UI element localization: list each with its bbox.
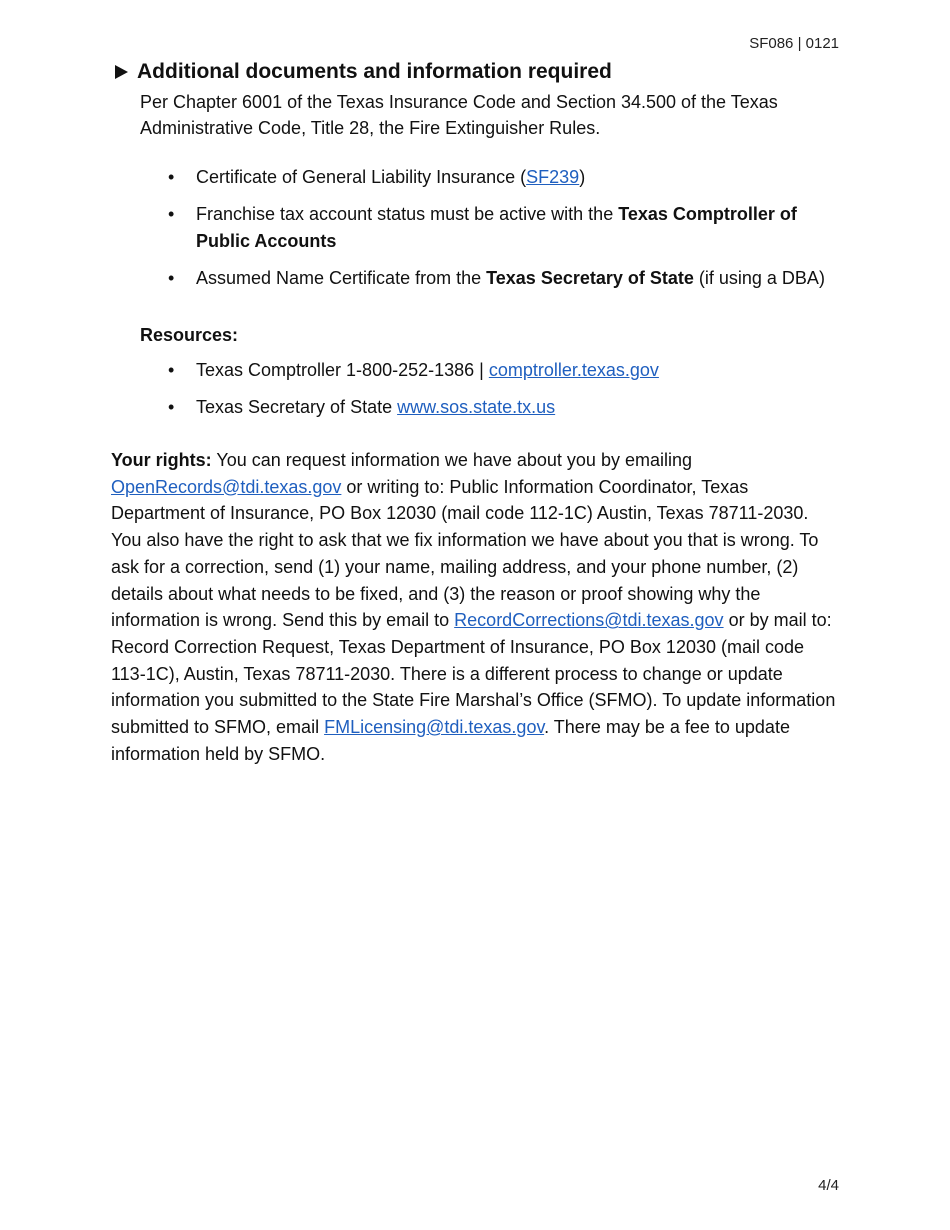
section-intro: Per Chapter 6001 of the Texas Insurance Code and Section 34.500 of the Texas Administrative Code, Title 28, the Fire Extinguisher Rules. [140,92,778,138]
fm-licensing-email-link[interactable]: FMLicensing@tdi.texas.gov [324,717,545,738]
page-number: 4/4 [818,1177,839,1194]
comptroller-link[interactable]: comptroller.texas.gov [488,360,659,380]
item-text: Franchise tax account status must be active with the [196,204,619,224]
list-item [140,201,850,255]
item-text: Assumed Name Certificate from the [196,268,487,288]
list-item [140,265,850,292]
record-corrections-email-link[interactable]: RecordCorrections@tdi.texas.gov [454,610,724,631]
disclosure-triangle-icon[interactable] [115,65,128,79]
rights-text: You can request information we have about you by emailing [211,450,692,470]
section-title: Additional documents and information required [137,60,612,83]
rights-text: . There may be a fee to update information held by SFMO. [111,717,790,764]
open-records-email-link[interactable]: OpenRecords@tdi.texas.gov [111,476,342,497]
sf239-link[interactable]: SF239 [526,167,580,187]
rights-paragraph [111,447,841,767]
requirements-list [140,164,850,302]
rights-text: or writing to: Public Information Coordinator, Texas Department of Insurance, PO Box 12030 (mail code 112-1C) Austin, Texas 78711-2030. You also have the right to ask that we fix information we have about you that is wrong. To ask for a correction, send (1) your name, mailing address, and your phone number, (2) details about what needs to be fixed, and (3) the reason or proof showing why the information is wrong. Send this by email to [111,476,819,631]
item-text: Texas Comptroller 1-800-252-1386 | [196,360,489,380]
item-bold-text: Texas Comptroller of Public Accounts [196,204,797,251]
item-text: (if using a DBA) [693,268,825,288]
list-item [140,357,850,384]
list-item [140,164,850,191]
list-item [140,394,850,421]
item-text: ) [579,167,586,187]
item-text: Certificate of General Liability Insurance ( [196,167,527,187]
rights-label: Your rights: [111,450,212,470]
item-bold-text: Texas Secretary of State [486,268,694,288]
resources-heading: Resources: [140,325,239,345]
rights-text: or by mail to: Record Correction Request, Texas Department of Insurance, PO Box 12030 (mail code 113-1C), Austin, Texas 78711-2030. There is a different process to change or update information you submitted to the State Fire Marshal’s Office (SFMO). To update information submitted to SFMO, email [111,610,836,738]
section-toggle[interactable] [115,58,845,86]
resources-list [140,357,850,431]
item-text: Texas Secretary of State [196,397,398,417]
form-id: SF086 | 0121 [749,35,839,52]
sos-link[interactable]: www.sos.state.tx.us [397,397,556,417]
